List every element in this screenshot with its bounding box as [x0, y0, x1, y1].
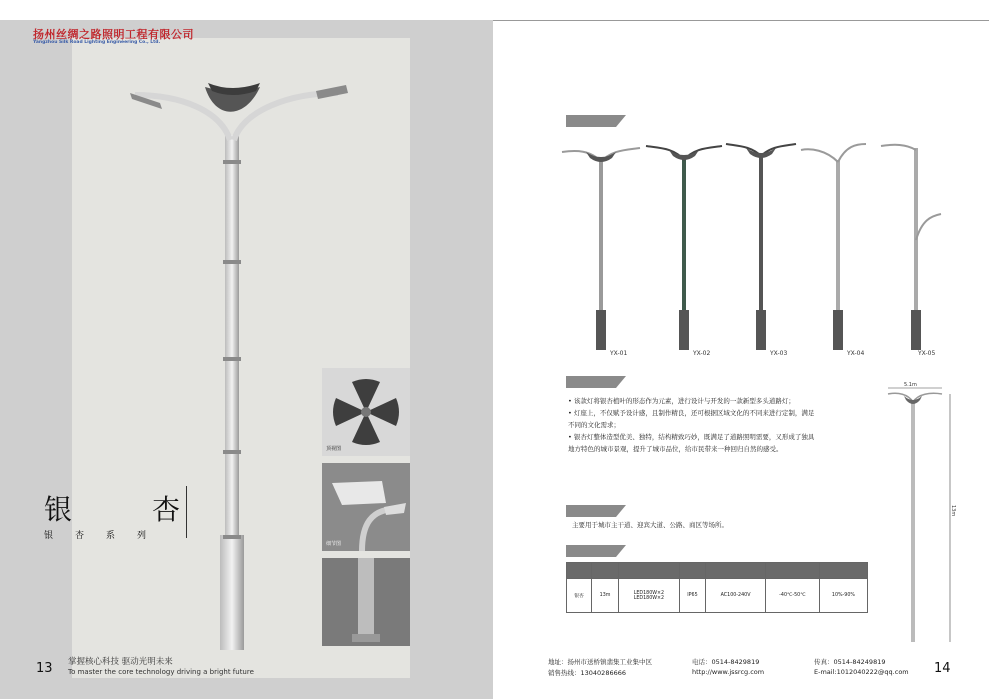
feature-line: 不同的文化需求；	[568, 421, 620, 429]
model-lineup	[556, 140, 946, 360]
footer-hotline: 销售热线：13040286666	[548, 669, 626, 677]
base-image	[322, 558, 410, 646]
footer-email: E-mail:1012040222@qq.com	[814, 668, 909, 676]
top-view-caption: 顶视图	[326, 446, 342, 452]
feature-line: • 银杏灯整体造型优美、独特，结构精致巧妙，既满足了道路照明需要，又形成了独具	[568, 433, 815, 441]
feature-line: 地方特色的城市景观，提升了城市品位，给市民带来一种回归自然的感受。	[568, 445, 783, 453]
footer-fax: 传真：0514-84249819	[814, 658, 886, 666]
company-name-cn: 扬州丝绸之路照明工程有限公司	[33, 28, 194, 41]
dimension-drawing	[880, 380, 960, 650]
dimension-height-label: 13m	[950, 505, 956, 517]
footer-address: 地址：扬州市送桥镇翡集工业集中区	[548, 658, 652, 666]
model-label: YX-01	[610, 350, 628, 357]
series-subtitle: 银杏系列	[44, 531, 169, 541]
slogan-en: To master the core technology driving a bright future	[68, 668, 254, 676]
spec-data-row	[567, 579, 868, 613]
detail-caption: 细节图	[326, 541, 342, 547]
base-thumbnail	[322, 558, 410, 646]
spec-table	[566, 562, 868, 613]
model-label: YX-03	[770, 350, 788, 357]
detail-image	[322, 463, 410, 551]
slogan-cn: 掌握核心科技 驱动光明未来	[68, 657, 173, 667]
spec-header-row	[567, 563, 868, 579]
top-rule	[493, 20, 989, 21]
model-label: YX-02	[693, 350, 711, 357]
detail-thumbnail	[322, 463, 410, 551]
top-view-image	[322, 368, 410, 456]
company-name-en: Yangzhou Silk Road Lighting Engineering Co., Ltd.	[33, 40, 161, 45]
spec-cell: 银杏	[567, 579, 592, 613]
feature-line: • 该款灯将银杏植叶的形态作为元素，进行设计与开发的一款新型多头道路灯；	[568, 397, 795, 405]
section-tab-models	[566, 115, 616, 127]
spec-cell: IP65	[679, 579, 705, 613]
footer-phone: 电话：0514-8429819	[692, 658, 760, 666]
spec-cell: -40℃-50℃	[765, 579, 819, 613]
section-tab-usage	[566, 505, 616, 517]
spec-cell: AC100-240V	[706, 579, 766, 613]
spec-cell: 13m	[592, 579, 619, 613]
usage-text: 主要用于城市主干道、迎宾大道、公路、商区等场所。	[572, 521, 728, 529]
title-char-1: 银	[44, 493, 73, 526]
page-number-right: 14	[934, 661, 951, 676]
feature-line: • 灯座上，不仅赋予设计感，且制作精良，还可根据区域文化的不同来进行定制，满足	[568, 409, 815, 417]
model-label: YX-05	[918, 350, 936, 357]
title-divider	[186, 486, 187, 538]
dimension-width-label: 5.1m	[904, 382, 917, 388]
section-tab-features	[566, 376, 616, 388]
spec-cell: 10%-90%	[819, 579, 867, 613]
spec-cell: LED180W×2 LED180W×2	[619, 579, 680, 613]
feature-list	[568, 395, 868, 455]
title-char-2: 杏	[152, 493, 181, 526]
page-number-left: 13	[36, 661, 53, 676]
top-view-thumbnail	[322, 368, 410, 456]
section-tab-specs	[566, 545, 616, 557]
footer-website: http://www.jssrcg.com	[692, 668, 765, 676]
model-label: YX-04	[847, 350, 865, 357]
